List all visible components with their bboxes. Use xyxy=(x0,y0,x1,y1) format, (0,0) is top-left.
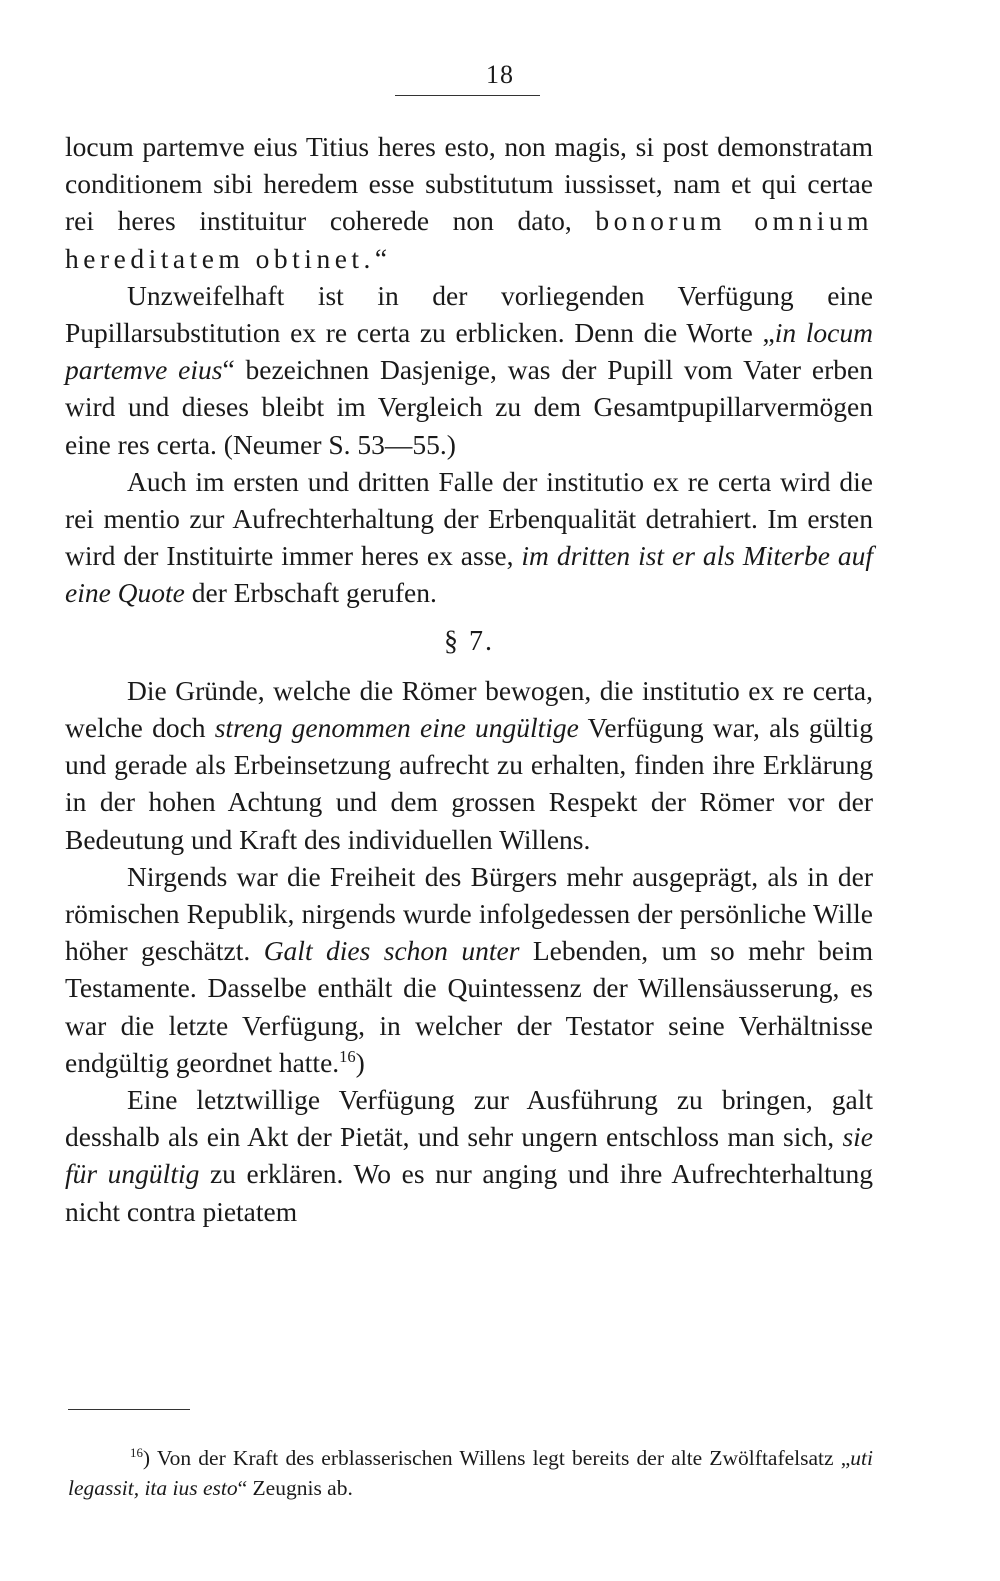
text-run: Die Gründe, welche die Römer bewogen, die institutio ex re certa, welche doch xyxy=(65,674,873,744)
paragraph xyxy=(65,858,873,1081)
text-run: sie für ungültig xyxy=(65,1121,873,1190)
text-run: der Erbschaft gerufen. xyxy=(184,577,437,609)
paragraph xyxy=(65,672,873,858)
text-run: Auch im ersten und dritten Falle der institutio ex re certa wird die rei mentio zur Aufrechterhaltung der Erbenqualität detrahiert. Im ersten wird der Instituirte immer heres ex asse, xyxy=(65,465,873,572)
text-run: “ Zeugnis ab. xyxy=(237,1475,353,1500)
paragraph xyxy=(65,277,873,463)
text-run: ) Von der Kraft des erblasserischen Willens legt bereits der alte Zwölftafelsatz „ xyxy=(142,1445,851,1470)
paragraphs-before-section xyxy=(65,128,873,612)
text-run: bonorum omnium hereditatem obtinet. xyxy=(65,205,873,274)
header-rule xyxy=(395,95,540,96)
text-run: “ bezeichnen Dasjenige, was der Pupill vom Vater erben wird und dieses bleibt im Vergleich zu dem Gesamtpupillarvermögen eine res certa. (Neumer S. 53—55.) xyxy=(65,354,873,460)
text-run: uti legassit, ita ius esto xyxy=(68,1445,873,1500)
paragraph xyxy=(65,1081,873,1230)
text-run: im dritten ist er als Miterbe auf eine Quote xyxy=(65,540,873,609)
footnote-rule xyxy=(68,1409,190,1410)
text-run: Verfügung war, als gültig und gerade als Erbeinsetzung aufrecht zu erhalten, finden ihre Erklärung in der hohen Achtung und dem grossen Respekt der Römer vor der Bedeutung und Kraft des individuellen Willens. xyxy=(65,712,873,855)
text-run: streng genommen eine ungültige xyxy=(214,712,579,744)
paragraph xyxy=(65,463,873,612)
page-number: 18 xyxy=(486,60,514,89)
footnote xyxy=(68,1443,873,1503)
text-run: locum partemve eius Titius heres esto, non magis, si post demonstratam conditionem sibi heredem esse substitutum iussisset, nam et qui certae rei heres instituitur coherede non dato, xyxy=(65,131,873,237)
footnote-marker: 16 xyxy=(130,1445,143,1460)
text-run: zu erklären. Wo es nur anging und ihre Aufrechterhaltung nicht contra pietatem xyxy=(65,1158,874,1227)
paragraphs-section-7 xyxy=(65,672,873,1230)
text-run: Galt dies schon unter xyxy=(263,935,520,967)
text-run: “ xyxy=(374,242,388,274)
text-run: Unzweifelhaft ist in der vorliegenden Verfügung eine Pupillarsubstitution ex re certa zu erblicken. Denn die Worte „ xyxy=(65,279,873,349)
text-run: ) xyxy=(355,1046,365,1078)
paragraph xyxy=(65,128,873,277)
footnote-ref: 16 xyxy=(339,1046,356,1066)
text-run: Lebenden, um so mehr beim Testamente. Dasselbe enthält die Quintessenz der Willensäusserung, es war die letzte Verfügung, in welcher der Testator seine Verhältnisse endgültig geordnet hatte. xyxy=(65,935,874,1078)
section-heading: § 7. xyxy=(444,625,494,657)
text-run: Eine letztwillige Verfügung zur Ausführung zu bringen, galt desshalb als ein Akt der Pietät, und sehr ungern entschloss man sich, xyxy=(65,1084,873,1153)
text-run: Nirgends war die Freiheit des Bürgers mehr ausgeprägt, als in der römischen Republik, nirgends wurde infolgedessen der persönliche Wille höher geschätzt. xyxy=(65,860,873,967)
body-text xyxy=(65,128,873,1230)
text-run: in locum partemve eius xyxy=(65,317,873,386)
